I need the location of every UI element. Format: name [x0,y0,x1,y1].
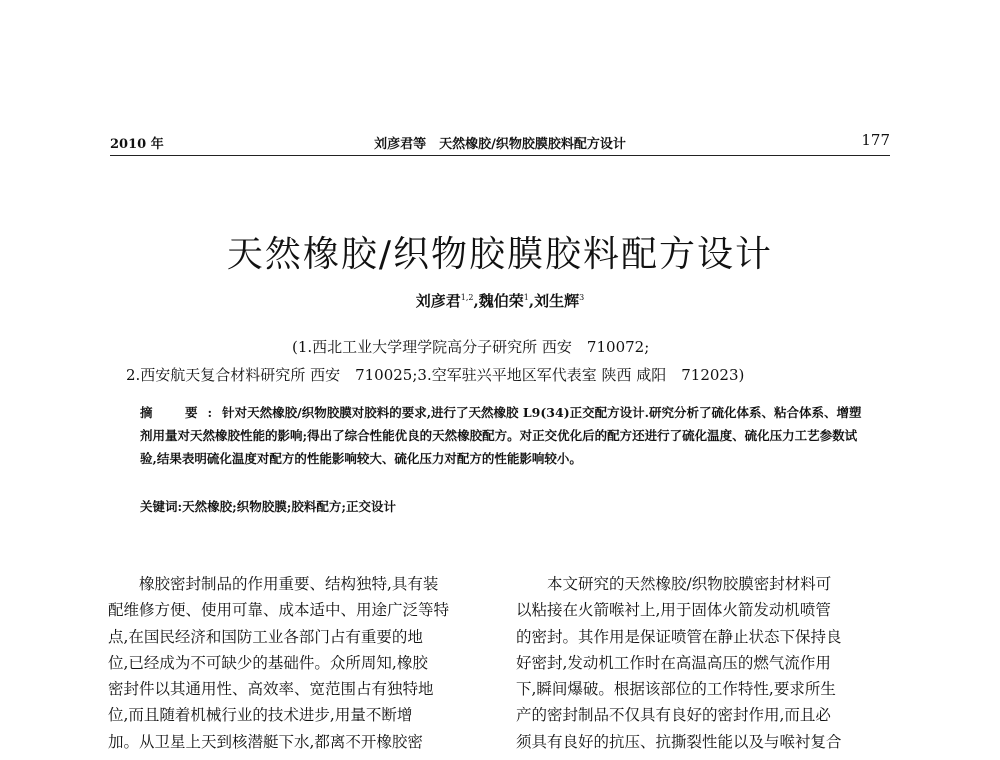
body-line: 产的密封制品不仅具有良好的密封作用,而且必 [516,706,831,725]
keywords-text: 天然橡胶;织物胶膜;胶料配方;正交设计 [182,499,396,514]
body-column-right [516,571,900,755]
body-column-left [108,571,492,755]
affiliation-line: (1.西北工业大学理学院高分子研究所 西安 710072; [292,338,650,356]
journal-year: 2010 年 [110,137,164,152]
abstract [140,401,868,470]
body-line: 配维修方便、使用可靠、成本适中、用途广泛等特 [108,601,450,620]
keywords-label: 关键词: [140,499,183,514]
body-line: 本文研究的天然橡胶/织物胶膜密封材料可 [547,575,832,593]
author-list: 刘彦君$^{1,2}$,魏伯荣$^1$,刘生辉$^3$ [415,292,585,310]
body-line: 密封件以其通用性、高效率、宽范围占有独特地 [108,680,434,699]
body-line: 以粘接在火箭喉衬上,用于固体火箭发动机喷管 [516,601,831,620]
body-line: 的密封。其作用是保证喷管在静止状态下保持良 [516,627,842,646]
affiliation-line: 2.西安航天复合材料研究所 西安 710025;3.空军驻兴平地区军代表室 陕西 咸阳 712023) [126,366,745,384]
body-line: 位,已经成为不可缺少的基础件。众所周知,橡胶 [108,653,428,672]
page-number: 177 [861,131,890,149]
running-title: 刘彦君等 天然橡胶/织物胶膜胶料配方设计 [374,137,626,152]
author-name: 魏伯荣 [478,292,524,310]
body-line: 点,在国民经济和国防工业各部门占有重要的地 [108,627,423,646]
running-header [110,131,890,156]
body-line: 下,瞬间爆破。根据该部位的工作特性,要求所生 [516,680,836,699]
abstract-label: 摘 要: [140,405,223,420]
author-affiliation-mark: 3 [579,293,585,302]
abstract-text: 针对天然橡胶/织物胶膜对胶料的要求,进行了天然橡胶 L9(34)正交配方设计.研究分析了硫化体系、粘合体系、增塑剂用量对天然橡胶性能的影响;得出了综合性能优良的天然橡胶配方。对正交优化后的配方还进行了硫化温度、硫化压力工艺参数试验,结果表明硫化温度对配方的性能影响较大、硫化压力对配方的性能影响较小。 [140,405,862,466]
body-line: 须具有良好的抗压、抗撕裂性能以及与喉衬复合 [516,732,842,751]
paper-title: 天然橡胶/织物胶膜胶料配方设计 [226,234,774,275]
author-name: 刘彦君 [415,292,461,310]
body-line: 加。从卫星上天到核潜艇下水,都离不开橡胶密 [108,732,423,751]
keywords [140,497,396,515]
body-line: 橡胶密封制品的作用重要、结构独特,具有装 [139,575,439,593]
body-line: 好密封,发动机工作时在高温高压的燃气流作用 [516,653,831,672]
author-name: 刘生辉 [534,292,580,310]
body-line: 位,而且随着机械行业的技术进步,用量不断增 [108,706,413,725]
author-affiliation-mark: 1,2 [460,293,474,302]
author-affiliation-mark: 1 [523,293,529,302]
